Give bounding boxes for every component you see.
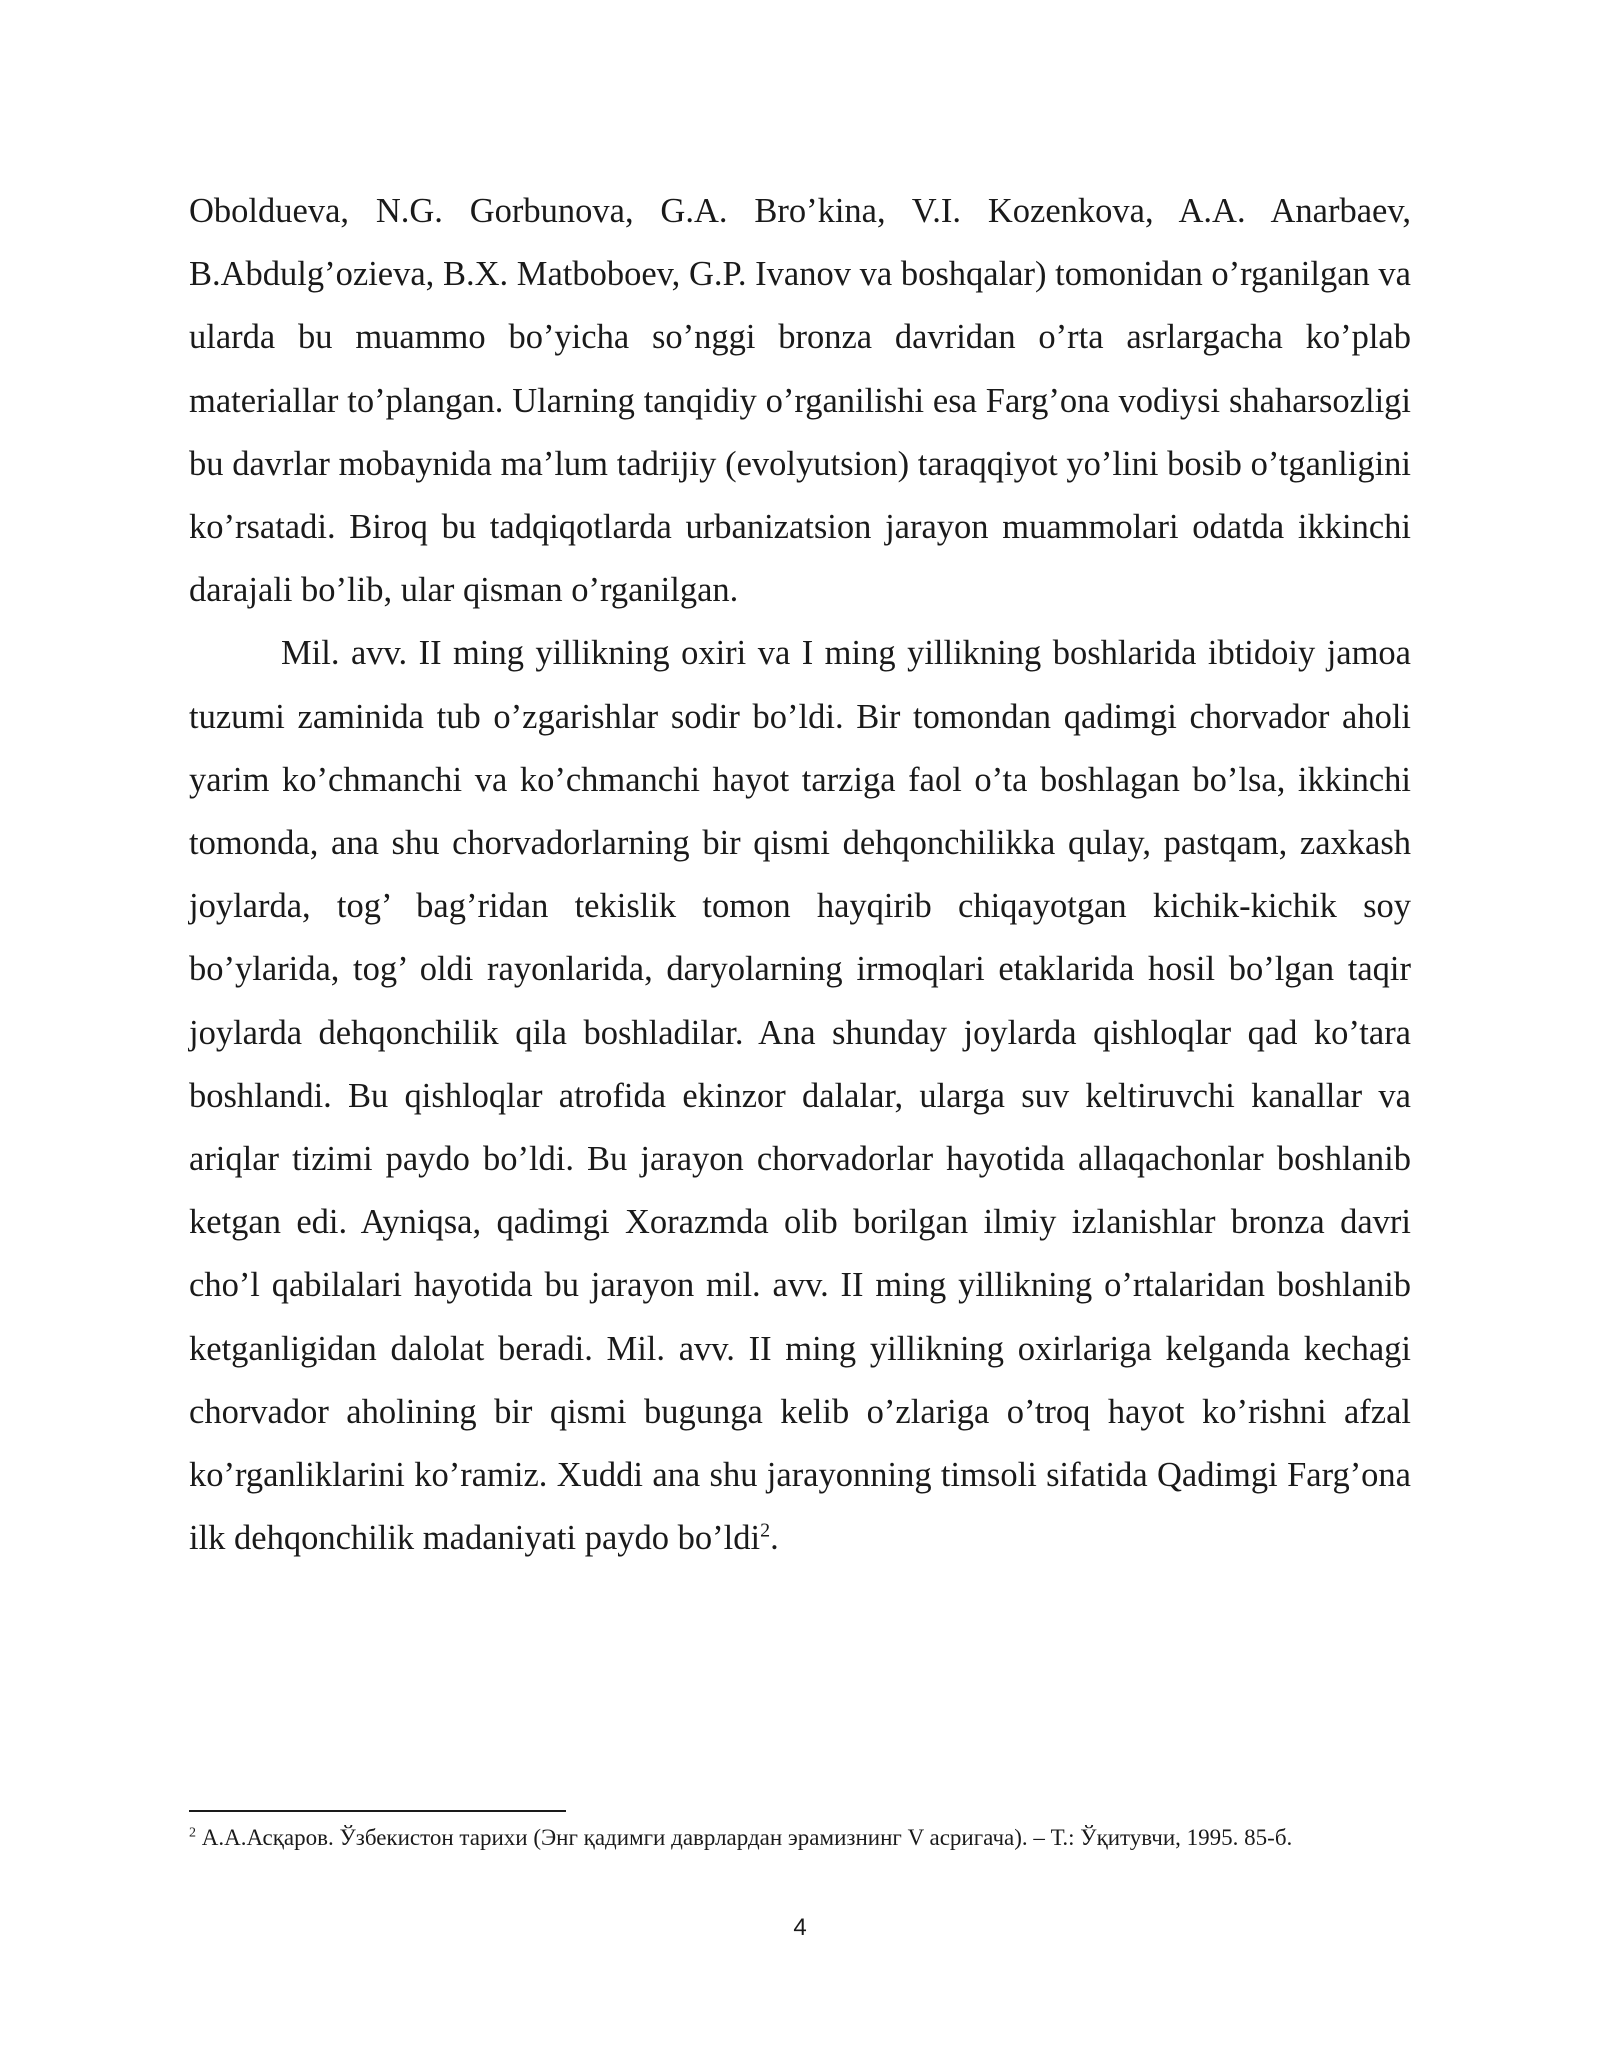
paragraph-2-text: Mil. avv. II ming yillikning oxiri va I ming yillikning boshlarida ibtidoiy jamoa tuzumi zaminida tub o’zgarishlar sodir bo’ldi. Bir tomondan qadimgi chorvador aholi yarim ko’chmanchi va ko’chmanchi hayot tarziga faol o’ta boshlagan bo’lsa, ikkinchi tomonda, ana shu chorvadorlarning bir qismi dehqonchilikka qulay, pastqam, zaxkash joylarda, tog’ bag’ridan tekislik tomon hayqirib chiqayotgan kichik-kichik soy bo’ylarida, tog’ oldi rayonlarida, daryolarning irmoqlari etaklarida hosil bo’lgan taqir joylarda dehqonchilik qila boshladilar. Ana shunday joylarda qishloqlar qad ko’tara boshlandi. Bu qishloqlar atrofida ekinzor dalalar, ularga suv keltiruvchi kanallar va ariqlar tizimi paydo bo’ldi. Bu jarayon chorvadorlar hayotida allaqachonlar boshlanib ketgan edi. Ayniqsa, qadimgi Xorazmda olib borilgan ilmiy izlanishlar bronza davri cho’l qabilalari hayotida bu jarayon mil. avv. II ming yillikning o’rtalaridan boshlanib ketganligidan dalolat beradi. Mil. avv. II ming yillikning oxirlariga kelganda kechagi chorvador aholining bir qismi bugunga kelib o’zlariga o’troq hayot ko’rishni afzal ko’rganliklarini ko’ramiz. Xuddi ana shu jarayonning timsoli sifatida Qadimgi Farg’ona ilk dehqonchilik madaniyati paydo bo’ldi [189, 634, 1411, 1558]
page-number: 4 [793, 1914, 807, 1941]
body-text [189, 180, 1411, 1570]
footnote [189, 1822, 1411, 1854]
footnote-marker: 2 [189, 1825, 196, 1841]
footnote-text: А.А.Асқаров. Ўзбекистон тарихи (Энг қадимги даврлардан эрамизнинг V асригача). – Т.: Ўқитувчи, 1995. 85-б. [196, 1825, 1293, 1850]
paragraph-2-end: . [770, 1519, 779, 1558]
paragraph-2 [189, 622, 1411, 1570]
footnote-separator [189, 1810, 566, 1812]
footnote-reference[interactable]: 2 [760, 1519, 771, 1542]
paragraph-1: Oboldueva, N.G. Gorbunova, G.A. Bro’kina, V.I. Kozenkova, A.A. Anarbaev, B.Abdulg’ozieva, B.X. Matboboev, G.P. Ivanov va boshqalar) tomonidan o’rganilgan va ularda bu muammo bo’yicha so’nggi bronza davridan o’rta asrlargacha ko’plab materiallar to’plangan. Ularning tanqidiy o’rganilishi esa Farg’ona vodiysi shaharsozligi bu davrlar mobaynida ma’lum tadrijiy (evolyutsion) taraqqiyot yo’lini bosib o’tganligini ko’rsatadi. Biroq bu tadqiqotlarda urbanizatsion jarayon muammolari odatda ikkinchi darajali bo’lib, ular qisman o’rganilgan. [189, 192, 1411, 610]
